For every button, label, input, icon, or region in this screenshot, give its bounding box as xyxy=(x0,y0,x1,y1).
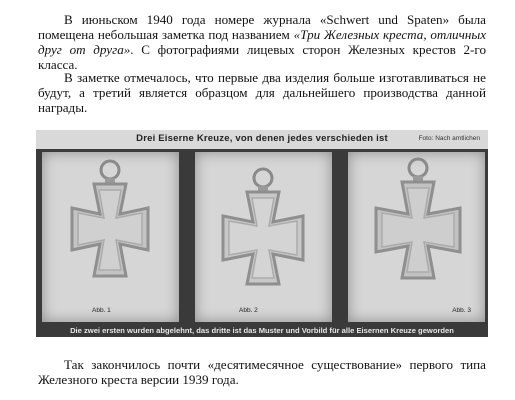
iron-cross-photo xyxy=(36,130,488,337)
iron-cross-2-icon xyxy=(195,152,332,322)
figure-label-3: Abb. 3 xyxy=(452,307,471,314)
cross-panel-3 xyxy=(348,152,485,322)
photo-caption: Die zwei ersten wurden abgelehnt, das dritte ist das Muster und Vorbild für alle Eisernen Kreuze geworden xyxy=(70,326,454,335)
paragraph-intro-text: В июньском 1940 года номере журнала «Schwert und Spaten» была помещена небольшая заметка под названием xyxy=(38,12,486,42)
figure-label-1: Abb. 1 xyxy=(92,307,111,314)
article-title-italic: «Три Железных креста, отличных друг от друга» xyxy=(38,27,487,57)
paragraph-conclusion: Так закончилось почти «десятимесячное существование» первого типа Железного креста версии 1939 года. xyxy=(38,357,486,387)
photo-title: Drei Eiserne Kreuze, von denen jedes verschieden ist xyxy=(136,133,388,144)
photo-source: Foto: Nach amtlichen xyxy=(418,135,480,142)
paragraph-note: В заметке отмечалось, что первые два изделия больше изготавливаться не будут, а третий является образцом для дальнейшего производства данной награды. xyxy=(38,70,486,115)
iron-cross-1-icon xyxy=(42,152,179,322)
figure-label-2: Abb. 2 xyxy=(239,307,258,314)
cross-panel-2 xyxy=(195,152,332,322)
paragraph-intro xyxy=(38,12,486,72)
iron-cross-3-icon xyxy=(348,152,485,322)
cross-panel-1 xyxy=(42,152,179,322)
paragraph-intro-tail: . С фотографиями лицевых сторон Железных крестов 2-го класса. xyxy=(38,42,486,72)
photo-header-strip xyxy=(36,130,488,149)
